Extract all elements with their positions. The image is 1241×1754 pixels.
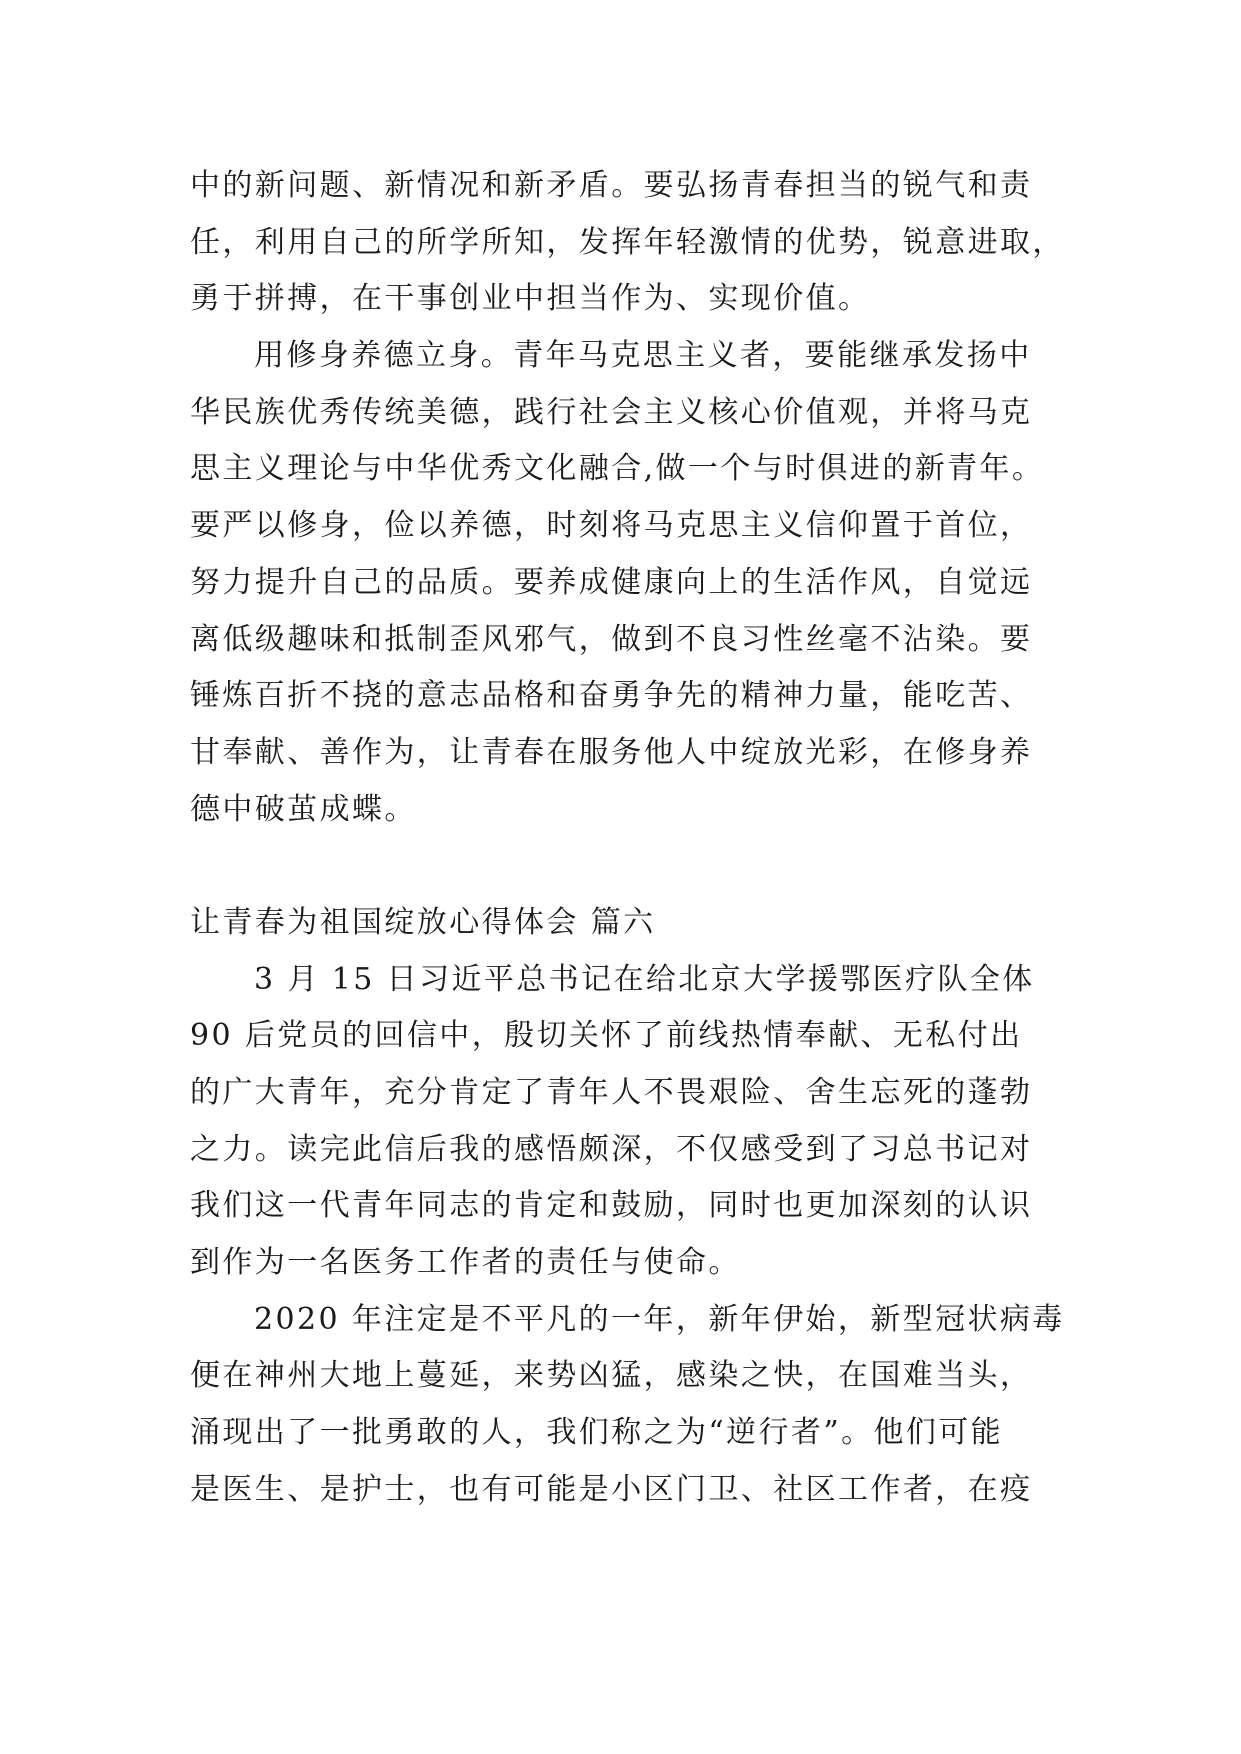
text-line: 之力。读完此信后我的感悟颇深，不仅感受到了习总书记对 (190, 1131, 1033, 1167)
text-line: 用修身养德立身。青年马克思主义者，要能继承发扬中 (254, 338, 1032, 374)
text-line: 涌现出了一批勇敢的人，我们称之为“逆行者”。他们可能 (190, 1415, 1004, 1451)
text-line: 德中破茧成蝶。 (190, 791, 417, 827)
text-line: 任，利用自己的所学所知，发挥年轻激情的优势，锐意进取， (190, 224, 1065, 260)
text-line: 甘奉献、善作为，让青春在服务他人中绽放光彩，在修身养 (190, 734, 1033, 770)
text-line: 中的新问题、新情况和新矛盾。要弘扬青春担当的锐气和责 (190, 168, 1033, 203)
text-line: 我们这一代青年同志的肯定和鼓励，同时也更加深刻的认识 (190, 1188, 1033, 1224)
text-line: 努力提升自己的品质。要养成健康向上的生活作风，自觉远 (190, 564, 1033, 600)
text-line: 的广大青年，充分肯定了青年人不畏艰险、舍生忘死的蓬勃 (190, 1075, 1033, 1110)
text-line: 华民族优秀传统美德，践行社会主义核心价值观，并将马克 (190, 394, 1033, 430)
text-line: 2020 年注定是不平凡的一年，新年伊始，新型冠状病毒 (254, 1301, 1065, 1337)
document-page (190, 158, 1070, 1519)
text-line: 是医生、是护士，也有可能是小区门卫、社区工作者，在疫 (190, 1471, 1033, 1507)
text-line: 到作为一名医务工作者的责任与使命。 (190, 1245, 741, 1281)
text-line: 锤炼百折不挠的意志品格和奋勇争先的精神力量，能吃苦、 (190, 678, 1033, 714)
text-line: 3 月 15 日习近平总书记在给北京大学援鄂医疗队全体 (254, 961, 1035, 997)
paragraph (190, 328, 1070, 838)
text-line: 思主义理论与中华优秀文化融合,做一个与时俱进的新青年。 (190, 451, 1045, 487)
paragraph (190, 158, 1070, 328)
text-line: 便在神州大地上蔓延，来势凶猛，感染之快，在国难当头， (190, 1358, 1033, 1394)
paragraph (190, 1292, 1070, 1519)
section-heading: 让青春为祖国绽放心得体会 篇六 (190, 904, 656, 940)
text-line: 90 后党员的回信中，殷切关怀了前线热情奉献、无私付出 (190, 1018, 1023, 1054)
text-line: 勇于拼搏，在干事创业中担当作为、实现价值。 (190, 281, 871, 317)
text-line: 要严以修身，俭以养德，时刻将马克思主义信仰置于首位， (190, 508, 1033, 544)
paragraph (190, 952, 1070, 1292)
text-line: 离低级趣味和抵制歪风邪气，做到不良习性丝毫不沾染。要 (190, 621, 1033, 657)
section-spacer (190, 838, 1070, 895)
